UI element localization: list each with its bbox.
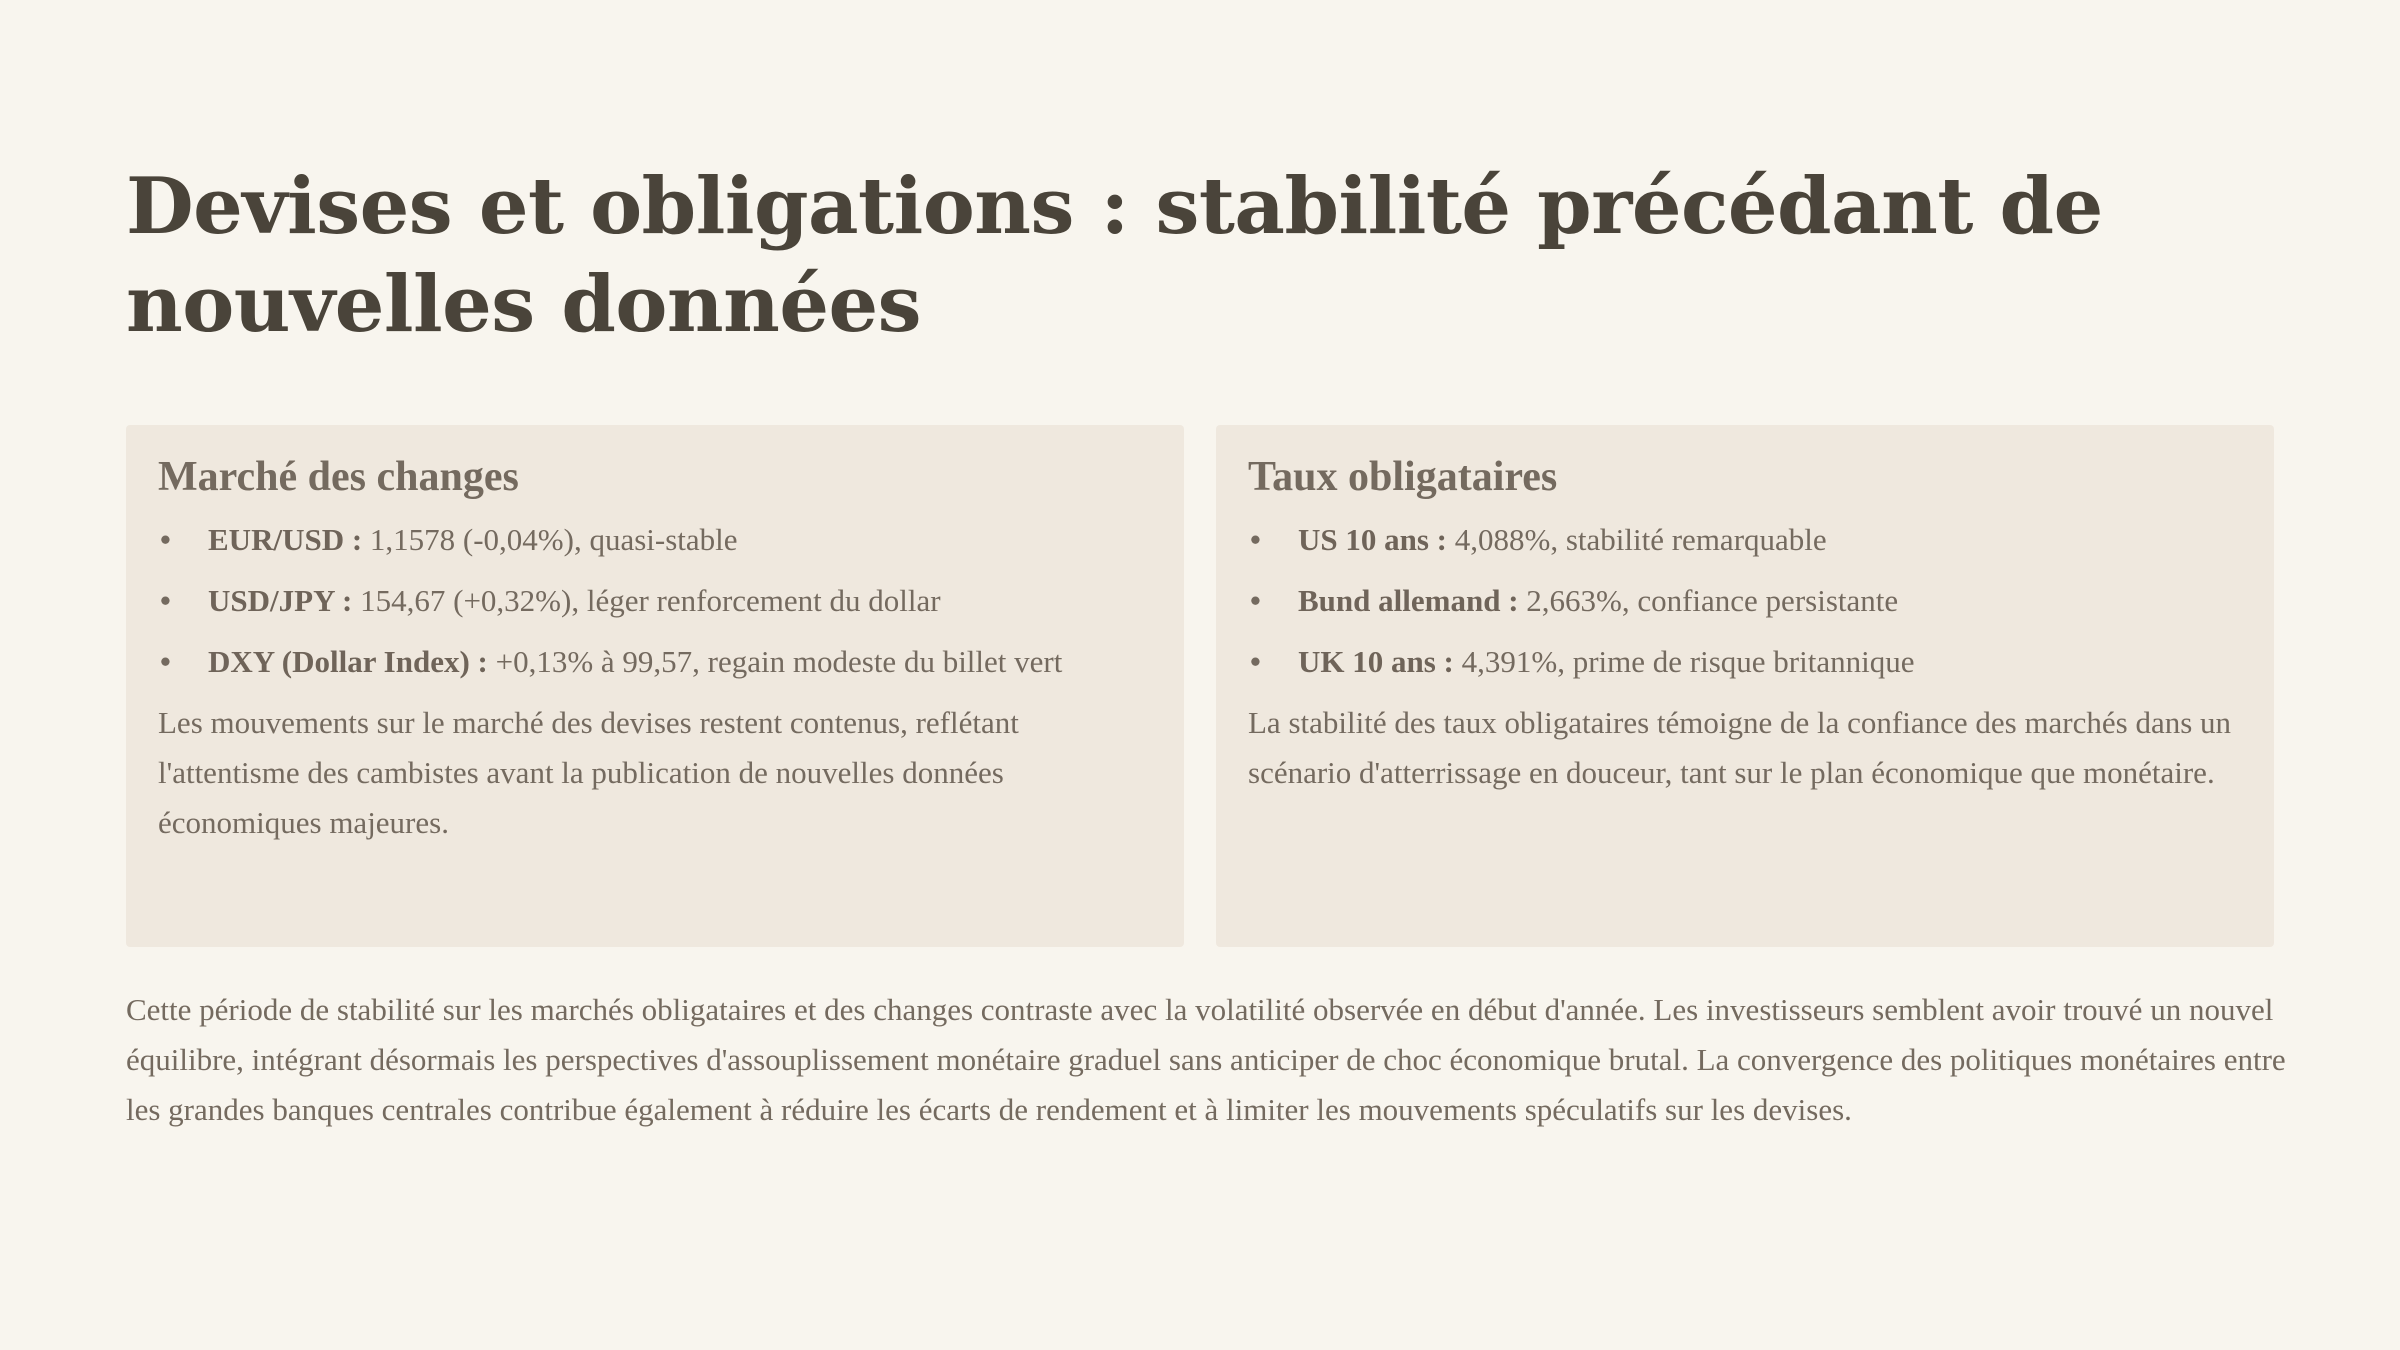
fx-list bbox=[158, 515, 1152, 687]
bonds-item-key: Bund allemand : bbox=[1298, 583, 1519, 618]
bullet-icon: • bbox=[160, 644, 171, 679]
fx-paragraph: Les mouvements sur le marché des devises restent contenus, reflétant l'attentisme des cambistes avant la publication de nouvelles données économiques majeures. bbox=[158, 705, 1019, 840]
fx-item-value: 154,67 (+0,32%), léger renforcement du dollar bbox=[352, 583, 941, 618]
page-title: Devises et obligations : stabilité précédant de nouvelles données bbox=[126, 161, 2103, 350]
fx-item-value: +0,13% à 99,57, regain modeste du billet vert bbox=[487, 644, 1063, 679]
bullet-icon: • bbox=[160, 583, 171, 618]
bonds-item-value: 4,088%, stabilité remarquable bbox=[1447, 522, 1827, 557]
bonds-item-value: 4,391%, prime de risque britannique bbox=[1453, 644, 1915, 679]
list-item bbox=[158, 515, 1152, 565]
columns bbox=[126, 425, 2274, 947]
bonds-list bbox=[1248, 515, 2242, 687]
fx-item-key: USD/JPY : bbox=[208, 583, 353, 618]
list-item bbox=[158, 576, 1152, 626]
fx-item-key: DXY (Dollar Index) : bbox=[208, 644, 488, 679]
bonds-item-value: 2,663%, confiance persistante bbox=[1518, 583, 1899, 618]
conclusion-paragraph: Cette période de stabilité sur les marchés obligataires et des changes contraste avec la volatilité observée en début d'année. Les investisseurs semblent avoir trouvé un nouvel équilibre, intégrant désormais les perspectives d'assouplissement monétaire graduel sans anticiper de choc économique brutal. La convergence des politiques monétaires entre les grandes banques centrales contribue également à réduire les écarts de rendement et à limiter les mouvements spéculatifs sur les devises. bbox=[126, 992, 2286, 1127]
bonds-item-key: UK 10 ans : bbox=[1298, 644, 1454, 679]
bonds-heading: Taux obligataires bbox=[1248, 454, 1558, 500]
list-item bbox=[1248, 515, 2242, 565]
fx-item-value: 1,1578 (-0,04%), quasi-stable bbox=[362, 522, 738, 557]
bullet-icon: • bbox=[160, 522, 171, 557]
bullet-icon: • bbox=[1250, 522, 1261, 557]
bullet-icon: • bbox=[1250, 644, 1261, 679]
fx-heading: Marché des changes bbox=[158, 454, 519, 500]
fx-item-key: EUR/USD : bbox=[208, 522, 363, 557]
bonds-item-key: US 10 ans : bbox=[1298, 522, 1448, 557]
list-item bbox=[1248, 576, 2242, 626]
bonds-paragraph: La stabilité des taux obligataires témoigne de la confiance des marchés dans un scénario d'atterrissage en douceur, tant sur le plan économique que monétaire. bbox=[1248, 705, 2232, 790]
list-item bbox=[1248, 637, 2242, 687]
fx-card bbox=[126, 425, 1184, 947]
bonds-card bbox=[1216, 425, 2274, 947]
list-item bbox=[158, 637, 1152, 687]
bullet-icon: • bbox=[1250, 583, 1261, 618]
